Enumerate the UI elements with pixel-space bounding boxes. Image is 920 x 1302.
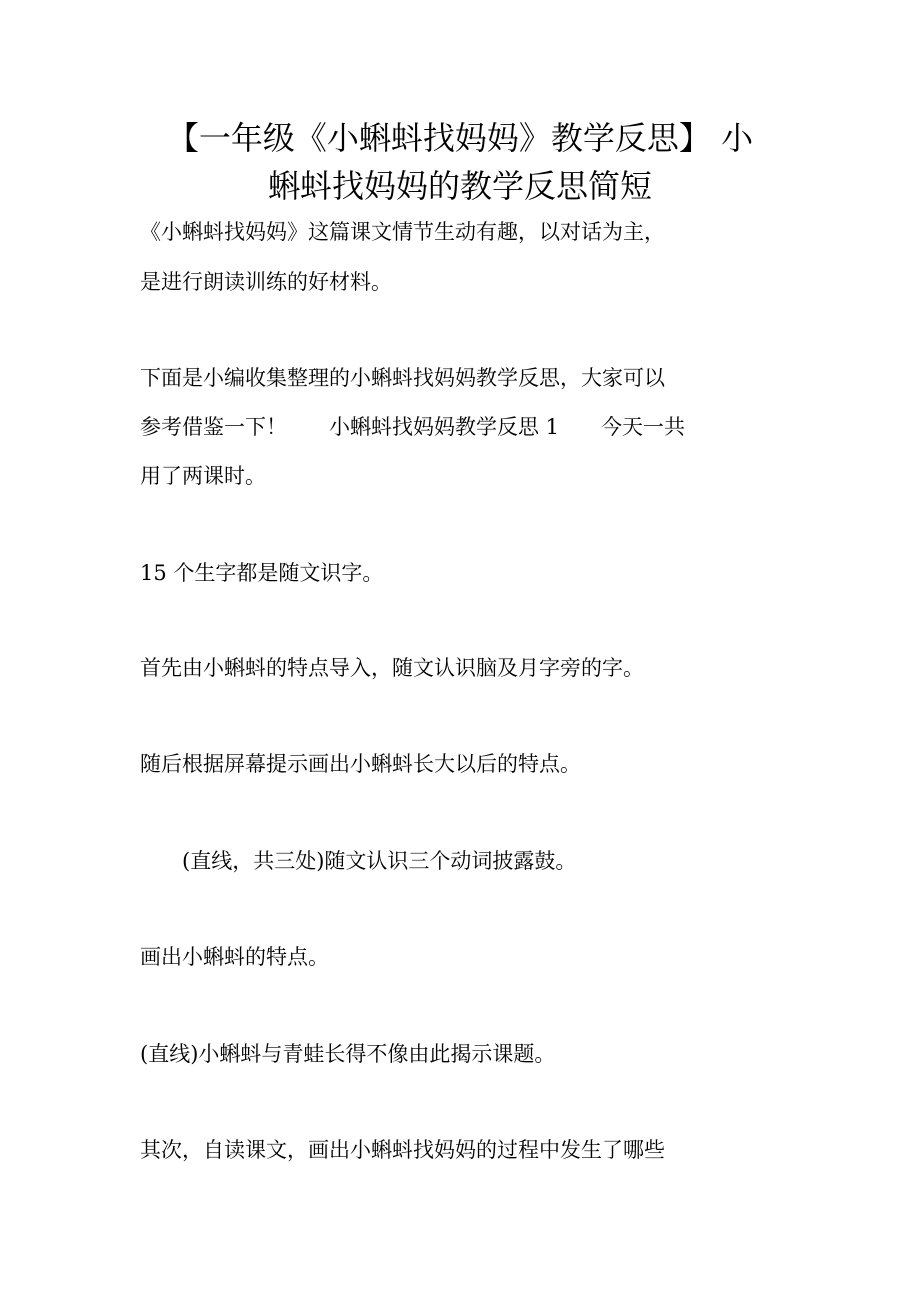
document-title xyxy=(100,114,820,210)
paragraph-2-line-3: 用了两课时。 xyxy=(140,464,266,488)
title-line-1: 【一年级《小蝌蚪找妈妈》教学反思】 小 xyxy=(166,119,754,157)
paragraph-5: 随后根据屏幕提示画出小蝌蚪长大以后的特点。 xyxy=(140,752,581,776)
paragraph-8: (直线)小蝌蚪与青蛙长得不像由此揭示课题。 xyxy=(140,1042,556,1066)
paragraph-1-line-2: 是进行朗读训练的好材料。 xyxy=(140,270,392,294)
paragraph-6: (直线，共三处)随文认识三个动词披露鼓。 xyxy=(140,849,577,873)
paragraph-7: 画出小蝌蚪的特点。 xyxy=(140,945,329,969)
paragraph-4: 首先由小蝌蚪的特点导入，随文认识脑及月字旁的字。 xyxy=(140,656,644,680)
paragraph-1 xyxy=(140,219,780,295)
paragraph-2-line-1: 下面是小编收集整理的小蝌蚪找妈妈教学反思，大家可以 xyxy=(140,366,665,390)
paragraph-1-line-1: 《小蝌蚪找妈妈》这篇课文情节生动有趣，以对话为主， xyxy=(140,220,665,244)
paragraph-2 xyxy=(140,365,780,489)
paragraph-9: 其次，自读课文，画出小蝌蚪找妈妈的过程中发生了哪些 xyxy=(140,1138,665,1162)
paragraph-3: 15 个生字都是随文识字。 xyxy=(140,561,384,585)
title-line-2: 蝌蚪找妈妈的教学反思简短 xyxy=(267,167,652,205)
paragraph-2-line-2: 参考借鉴一下！ 小蝌蚪找妈妈教学反思 1 今天一共 xyxy=(140,415,686,439)
